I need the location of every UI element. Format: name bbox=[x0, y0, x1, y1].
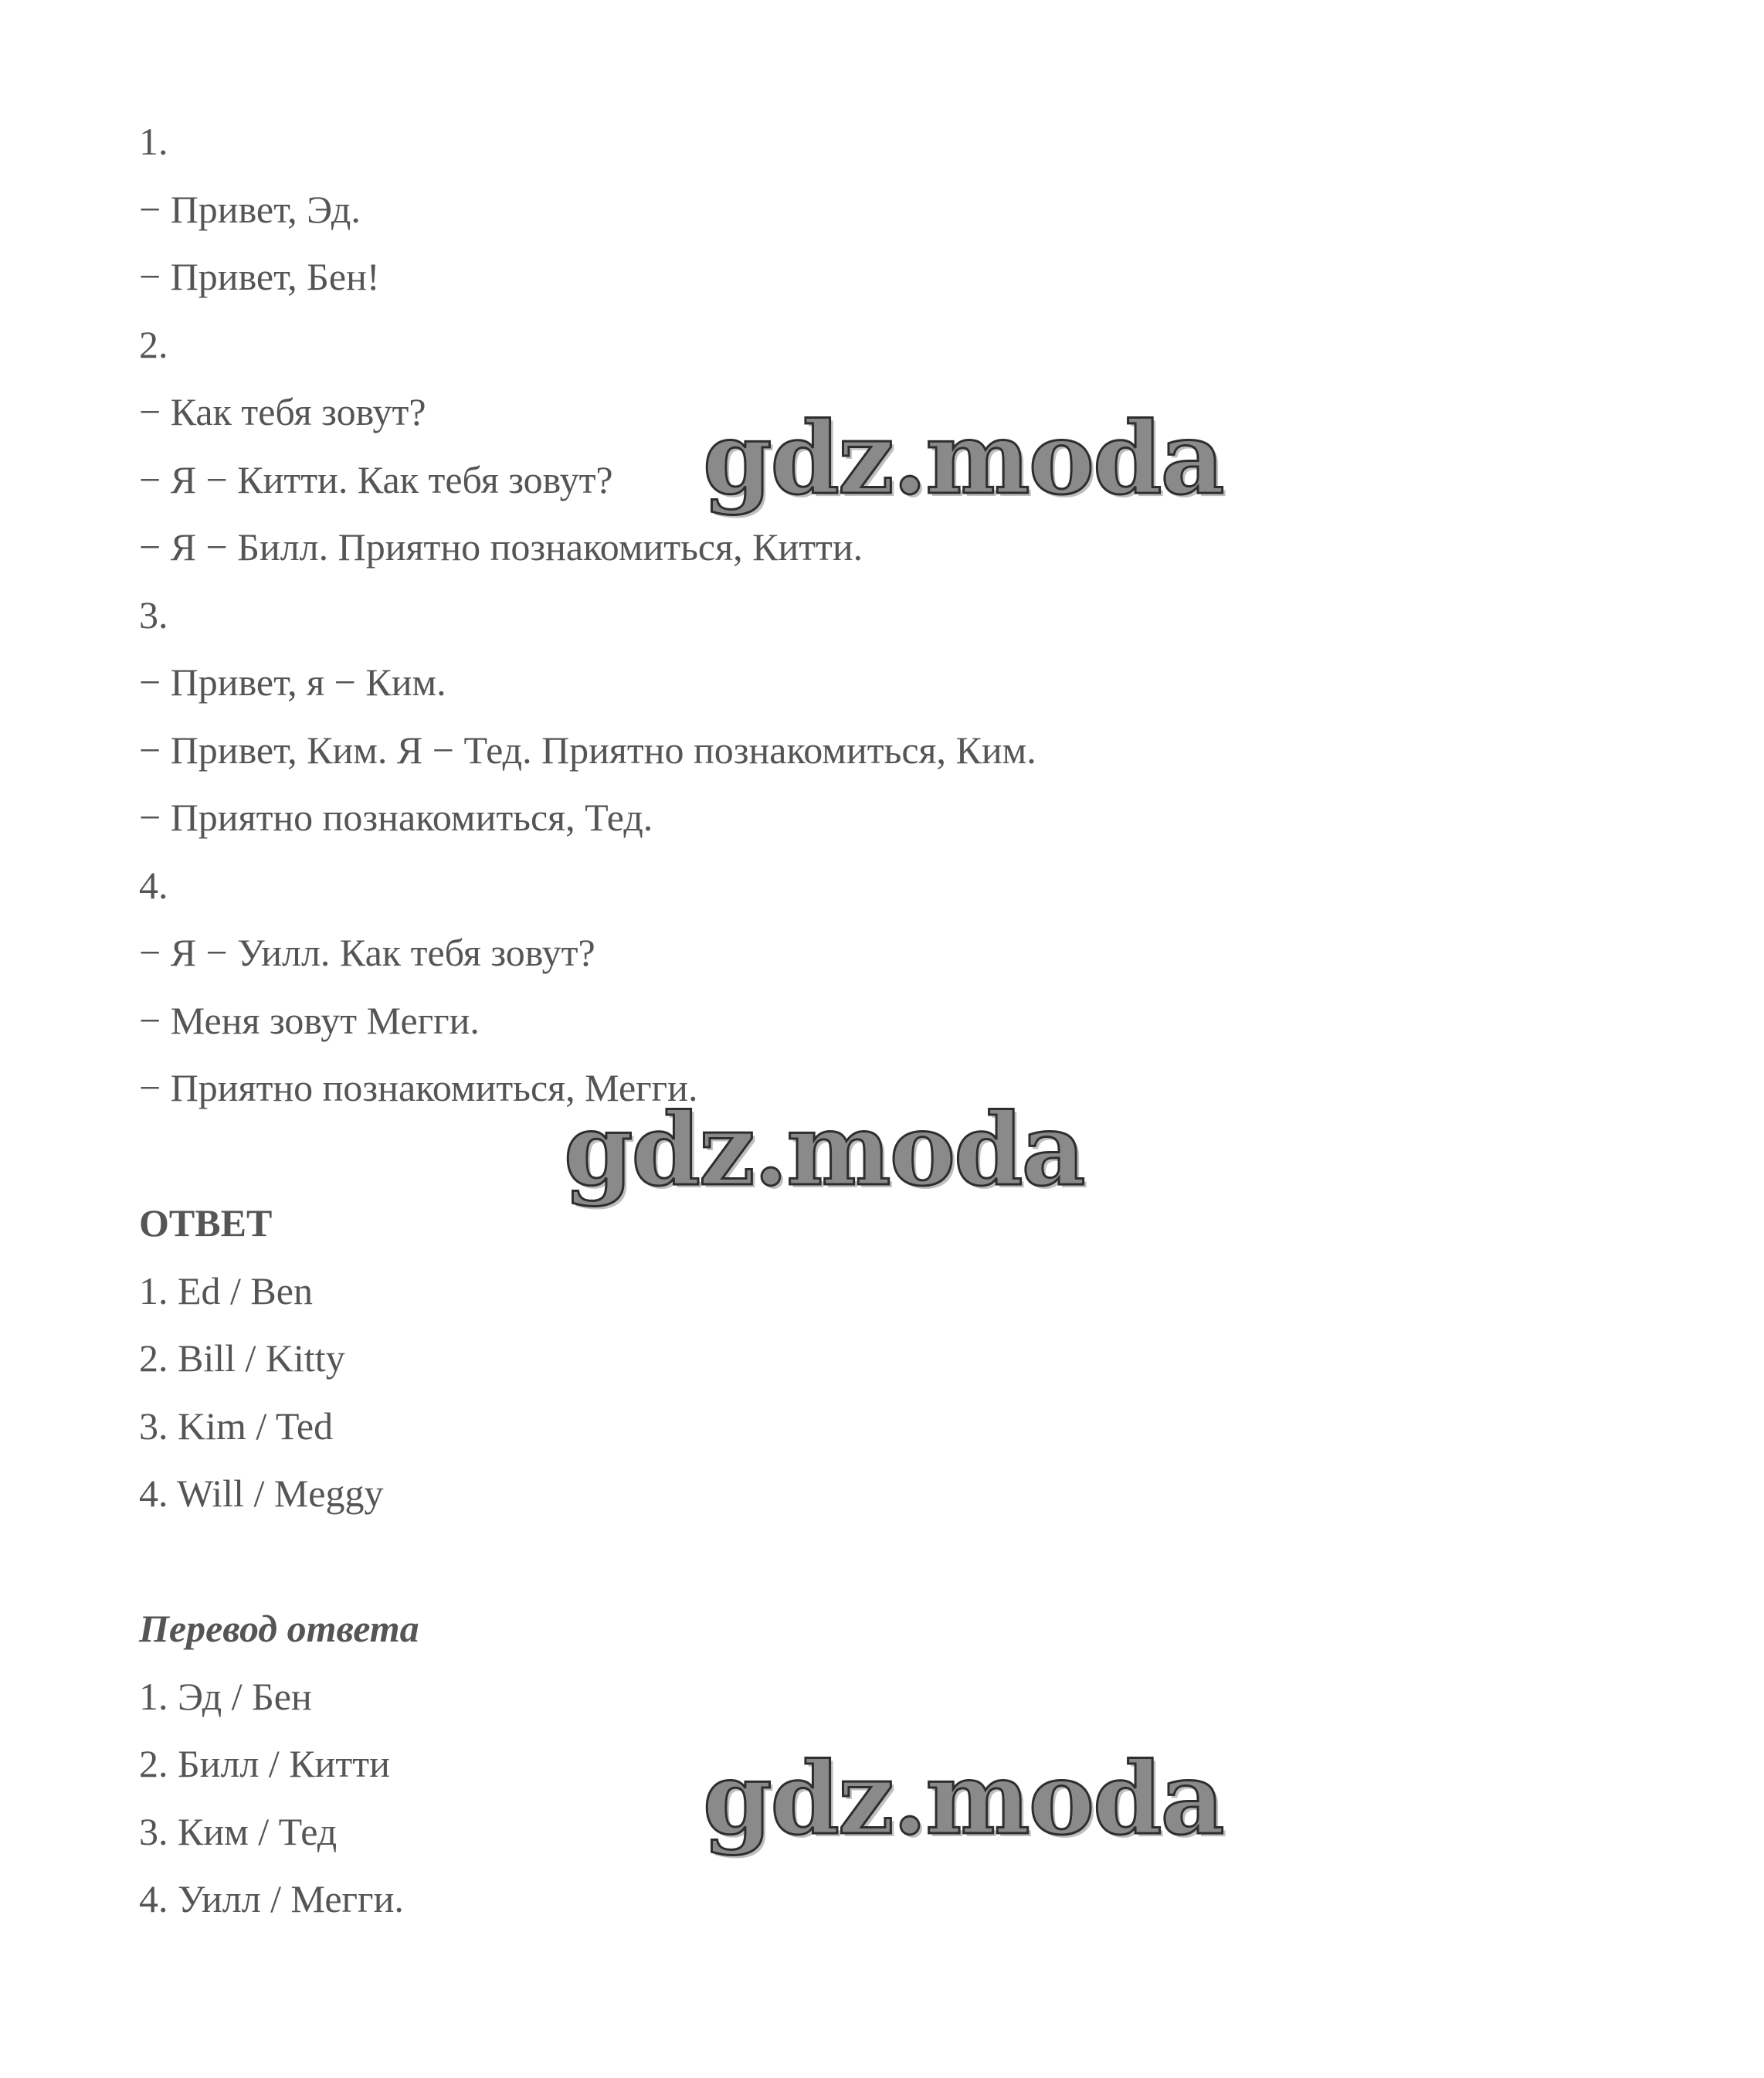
dialogue-line: − Я − Билл. Приятно познакомиться, Китти. bbox=[139, 525, 863, 569]
section-spacer bbox=[139, 1528, 1606, 1596]
dialogue-line: − Я − Уилл. Как тебя зовут? bbox=[139, 931, 595, 974]
dialogue-line: − Привет, Эд. bbox=[139, 187, 361, 231]
watermark-logo: gdz.moda bbox=[564, 1092, 1084, 1208]
answer-heading: ОТВЕТ bbox=[139, 1201, 273, 1244]
watermark-logo: gdz.moda bbox=[703, 1741, 1223, 1857]
answer-item: 4. Will / Meggy bbox=[139, 1472, 384, 1515]
dialogue-line: − Привет, Ким. Я − Тед. Приятно познакомиться, Ким. bbox=[139, 728, 1036, 772]
translation-heading: Перевод ответа bbox=[139, 1607, 419, 1650]
dialogue-line: − Приятно познакомиться, Мегги. bbox=[139, 1066, 698, 1109]
translation-item: 1. Эд / Бен bbox=[139, 1674, 312, 1718]
document-body bbox=[139, 108, 1606, 1934]
dialogue-line: − Приятно познакомиться, Тед. bbox=[139, 796, 653, 839]
answer-item: 2. Bill / Kitty bbox=[139, 1336, 345, 1380]
dialogue-number: 3. bbox=[139, 593, 168, 637]
translation-item: 3. Ким / Тед bbox=[139, 1809, 338, 1853]
dialogue-line: − Как тебя зовут? bbox=[139, 390, 426, 433]
answer-item: 1. Ed / Ben bbox=[139, 1268, 313, 1312]
dialogue-number: 4. bbox=[139, 863, 168, 907]
dialogue-line: − Я − Китти. Как тебя зовут? bbox=[139, 457, 613, 501]
dialogue-number: 1. bbox=[139, 120, 168, 163]
dialogue-line: − Привет, Бен! bbox=[139, 255, 380, 298]
translation-item: 2. Билл / Китти bbox=[139, 1742, 390, 1785]
dialogue-number: 2. bbox=[139, 322, 168, 366]
watermark-logo: gdz.moda bbox=[703, 401, 1223, 517]
translation-item: 4. Уилл / Мегги. bbox=[139, 1877, 404, 1920]
dialogue-line: − Меня зовут Мегги. bbox=[139, 998, 480, 1042]
dialogue-line: − Привет, я − Ким. bbox=[139, 660, 446, 704]
answer-item: 3. Kim / Ted bbox=[139, 1404, 334, 1448]
